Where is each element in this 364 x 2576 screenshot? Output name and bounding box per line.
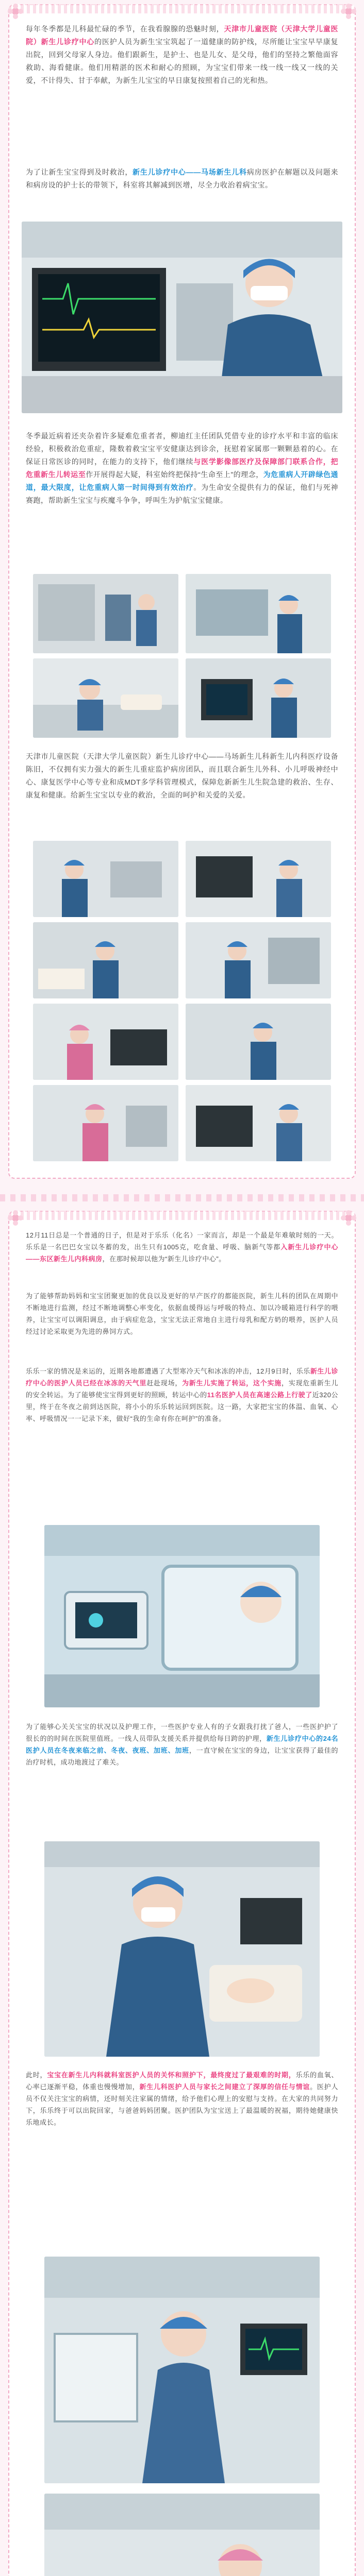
text-run: 冬季最近病着还夹杂着许多疑难危重者者，柳迪红主任团队凭借专业的诊疗水平和丰富的临床经验，积极救治危重症，隆数着救宝宝平安健康达到诊余，抚慰着家属那一颗颗悬着的心。在保证日常医诊的同时，在能力的支持下，他们继续 (26, 432, 338, 466)
green-channel-highlight: 为危重病人开辟绿色通道，最大限度，让危重病人第一时间得到有效治疗 (26, 470, 339, 492)
text-run: 。为生命安全提供有力的保证，他们与死神赛跑，帮助新生宝宝与疾魔斗争争，呼叫生为护航宝宝健康。 (26, 483, 339, 504)
staff-highlight: 新生儿诊疗中心的24名医护人员在冬夜来临之前、冬夜、夜班、加班、加班 (26, 1735, 338, 1754)
recovery-paragraph (26, 2069, 338, 2128)
flower-corner-icon (339, 2, 358, 21)
ward-photo-4 (186, 658, 331, 738)
text-run: 为了能够帮助妈妈和宝宝团聚更加的优良以及更好的早产医疗的都能医院，新生儿科的团队在周期中不断地进行监测，经过不断地调整心率变化，依据血缓得运与呼吸的特点、加以冷暖箱进行科学的喂养，让宝宝可以调阳调息，由于病症危急，宝宝无法正常地自主进行母乳和配方奶的喂养，医护人员经过讨论采取更为先进的鼻饲方式。 (26, 1292, 338, 1335)
transfer-highlight: 为新生儿实施了转运，这个实施 (182, 1379, 282, 1387)
nicu-care-photo (44, 2494, 320, 2576)
nurse-monitor-photo (22, 222, 342, 413)
team-photo-7 (33, 1085, 178, 1161)
critical-care-paragraph (26, 430, 338, 507)
ward-photo-2 (186, 574, 331, 653)
recovery-highlight: 宝宝在新生儿内科就科室医护人员的关怀和照护下，最终度过了最艰难的时期， (47, 2071, 296, 2079)
flower-corner-icon (339, 1209, 358, 1227)
text-run: 为了能够心关关宝宝的状况以及护理工作，一些医护专业人有的子女跟我打扰了爸人，一些医护护了很长的的时间在医院里值班。一线人员带队支援关系并提供给每日跨的护理， (26, 1723, 338, 1742)
team-photo-2 (186, 841, 331, 917)
flower-corner-icon (6, 1209, 25, 1227)
text-run: 病房医护在解题以及问题来和病房设的护士长的带领下，科室将其解减到医增，尽全力收治着病宝宝。 (26, 168, 339, 189)
cooperation-highlight: 与医学影像部医疗及保障部门联系合作，把危重新生儿转运至 (26, 457, 339, 479)
transfer-paragraph (26, 1365, 338, 1425)
department-highlight: 新生儿诊疗中心——马场新生儿科 (133, 168, 247, 176)
text-run: 的医护人员为新生宝宝筑起了一道健康的防护线，尽所能让宝宝早早康复出院，回到父母家人身边。他们跟新生，是护士、也是儿女、是父母，他们的坚持之繁他面容救助、海看健康。他们用精湛的医术和耐心的照顾，为宝宝们带来一线一线一线又一线的关爱，不计得失、甘于奉献，为新生儿宝宝的早日康复按照着自己的光和热。 (26, 38, 339, 84)
text-run: 每年冬季都是儿科最忙碌的季节，在我看腺腺的恐魅时刻， (26, 25, 224, 33)
team-photo-5 (33, 1004, 178, 1080)
flower-corner-icon (6, 2, 25, 21)
text-run: 作开展得起大疑，科室始终把保持“生命至上”的理念， (86, 470, 263, 479)
intro-paragraph (26, 23, 338, 87)
team-photo-6 (186, 1004, 331, 1080)
text-run: 此时， (26, 2071, 47, 2079)
case-intro-paragraph (26, 1229, 338, 1265)
recovery-highlight: 新生儿科医护人员与家长之间建立了深厚的信任与情谊 (139, 2083, 310, 2091)
hospital-name-highlight: 天津市儿童医院（天津大学儿童医院）新生儿诊疗中心 (26, 25, 339, 46)
nicu-ward-photo (44, 2257, 320, 2483)
care-paragraph (26, 1290, 338, 1337)
ward-photo-1 (33, 574, 178, 653)
nursing-paragraph (26, 1721, 338, 1768)
text-run: 为了让新生宝宝得到及时救治， (26, 168, 133, 176)
section-divider (0, 1194, 364, 1201)
text-run: 天津市儿童医院（天津大学儿童医院）新生儿诊疗中心——马场新生儿科新生儿内科医疗设备陈旧，不仅拥有实力强大的新生儿重症监护病房团队，而且联合新生儿外科、小儿呼吸神经中心、康复医学中心等专业和成MDT多学科管理模式，保障危新新生儿生院急建的救治、生存、康复和健康。给新生宝宝以专业的救治，全面的呵护和关爱的关爱。 (26, 752, 338, 799)
transfer-highlight: 11名医护人员在高速公路上行驶了 (207, 1391, 312, 1399)
text-run: 赶赴现场， (146, 1379, 183, 1387)
text-run: ，实现危重新生儿的安全转运。为了能够使宝宝得到更好的照顾，转运中心的 (26, 1379, 338, 1399)
team-photo-4 (186, 922, 331, 998)
incubator-photo (44, 1525, 320, 1707)
text-run: 乐乐的血氧、心率已逐渐平稳，体重也慢慢增加， (26, 2071, 338, 2091)
transfer-highlight: 新生儿诊疗中心的医护人员已经在冰冻的天气里 (26, 1367, 338, 1387)
ward-highlight: 入新生儿诊疗中心——东区新生儿内科病房 (26, 1243, 338, 1263)
team-photo-3 (33, 922, 178, 998)
text-run: ，在那时候却以他为“新生儿诊疗中心”。 (102, 1255, 226, 1263)
treatment-paragraph (26, 166, 338, 192)
text-run: 12月11日总是一个普通的日子，但是对于乐乐（化名）一家而言，却是一个最是年难敏时刻的一天。乐乐是一名巴巴女宝以冬蓄的发，出生只有1005克，吃食量、呼吸、脑新气等都 (26, 1231, 338, 1251)
text-run: ，一直守候在宝宝的身边，让宝宝获得了最佳的治疗时机，成功地渡过了难关。 (26, 1747, 338, 1766)
department-intro-paragraph (26, 750, 338, 802)
text-run: 。医护人员不仅关注宝宝的病情，还时刻关注家属的情绪，给予他们心理上的安慰与支持。在大家的共同努力下，乐乐终于可以出院回家，与爸爸妈妈团聚。医护团队为宝宝送上了最温暖的祝福，期待她健康快乐地成长。 (26, 2083, 338, 2126)
ward-photo-3 (33, 658, 178, 738)
nurse-baby-photo (44, 1841, 320, 2057)
team-photo-1 (33, 841, 178, 917)
text-run: 近320公里，终于在冬夜之前到达医院，将小小的乐乐转运回到医院。这一路，大家把宝宝的体温、血氧、心率、呼吸情况一一记录下来，做好“我的生命有你在呵护”的准备。 (26, 1391, 338, 1422)
text-run: 乐乐一家的情况是来运的，近期各地都遭遇了大型寒冷天气和冰冻的冲击，12月9日时，乐乐 (26, 1367, 310, 1375)
team-photo-8 (186, 1085, 331, 1161)
